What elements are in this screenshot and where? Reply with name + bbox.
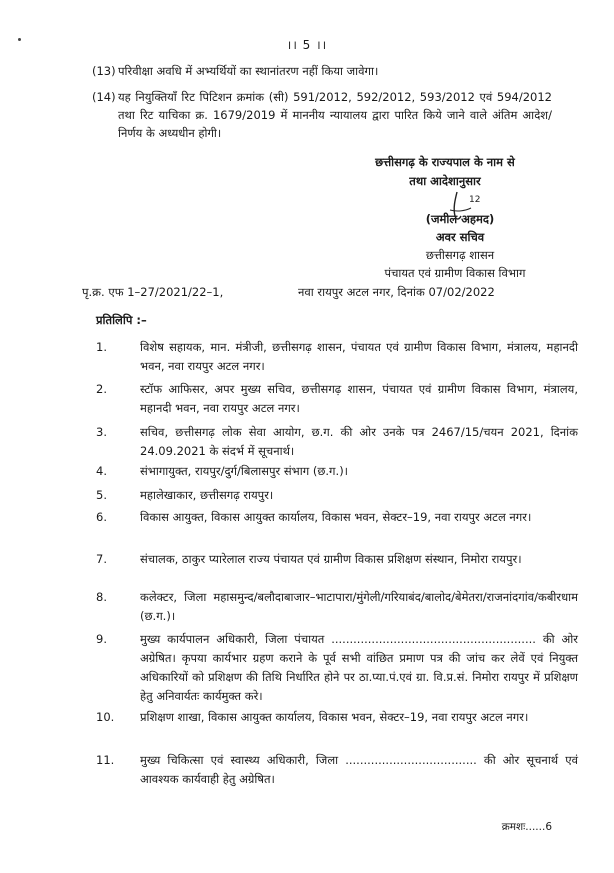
list-item-number: 6. [96, 510, 107, 524]
list-item-text: विकास आयुक्त, विकास आयुक्त कार्यालय, विकास भवन, सेक्टर–19, नवा रायपुर अटल नगर। [140, 510, 532, 524]
reference-place-date: नवा रायपुर अटल नगर, दिनांक 07/02/2022 [298, 285, 495, 299]
list-item-text: प्रशिक्षण शाखा, विकास आयुक्त कार्यालय, विकास भवन, सेक्टर–19, नवा रायपुर अटल नगर। [140, 710, 529, 724]
clause-number: (13) [92, 64, 116, 78]
list-item-text: संचालक, ठाकुर प्यारेलाल राज्य पंचायत एवं ग्रामीण विकास प्रशिक्षण संस्थान, निमोरा रायपुर। [140, 552, 522, 566]
list-item-number: 8. [96, 590, 107, 604]
list-item-text: संभागायुक्त, रायपुर/दुर्ग/बिलासपुर संभाग (छ.ग.)। [140, 464, 349, 478]
reference-number: पृ.क्र. एफ 1–27/2021/22–1, [82, 285, 224, 299]
list-item-text: विशेष सहायक, मान. मंत्रीजी, छत्तीसगढ़ शासन, पंचायत एवं ग्रामीण विकास विभाग, मंत्रालय, महानदी भवन, नवा रायपुर अटल नगर। [140, 340, 578, 373]
continued-note: क्रमशः......6 [501, 821, 552, 833]
signatory-designation: अवर सचिव [435, 230, 485, 244]
clause-text: परिवीक्षा अवधि में अभ्यर्थियों का स्थानांतरण नहीं किया जावेगा। [118, 64, 379, 78]
list-item-text: महालेखाकार, छत्तीसगढ़ रायपुर। [140, 488, 274, 502]
list-item-text: मुख्य चिकित्सा एवं स्वास्थ्य अधिकारी, जिला .................................... की ओर सूचनार्थ एवं आवश्यक कार्यवाही हेतु अग्रेषित। [140, 753, 578, 786]
list-item-number: 5. [96, 488, 107, 502]
signatory-government: छत्तीसगढ़ शासन [425, 248, 495, 262]
signatory-name: (जमील अहमद) [425, 212, 495, 226]
list-item-number: 4. [96, 464, 107, 478]
clause-text: यह नियुक्तियाँ रिट पिटिशन क्रमांक (सी) 591/2012, 592/2012, 593/2012 एवं 594/2012 तथा रिट याचिका क्र. 1679/2019 में माननीय न्यायालय द्वारा पारित किये जाने वाले अंतिम आदेश/निर्णय के अध्यधीन होगी। [118, 90, 552, 140]
list-item-text: सचिव, छत्तीसगढ़ लोक सेवा आयोग, छ.ग. की ओर उनके पत्र 2467/15/चयन 2021, दिनांक 24.09.2021 के संदर्भ में सूचनार्थ। [140, 425, 578, 458]
list-item-text: स्टॉफ आफिसर, अपर मुख्य सचिव, छत्तीसगढ़ शासन, पंचायत एवं ग्रामीण विकास विभाग, मंत्रालय, महानदी भवन, नवा रायपुर अटल नगर। [140, 382, 578, 415]
list-item-text: मुख्य कार्यपालन अधिकारी, जिला पंचायत ........................................................ की ओर अग्रेषित। कृपया कार्यभार ग्रहण कराने के पूर्व सभी वांछित प्रमाण पत्र की जांच कर लेवें एवं नियुक्त अधिकारियों को प्रशिक्षण की तिथि निर्धारित होने पर ठा.प्या.पं.एवं ग्रा. वि.प्र.सं. निमोरा रायपुर में प्रशिक्षण हेतु अनिवार्यतः कार्यमुक्त करे। [140, 632, 578, 703]
list-item-number: 10. [96, 710, 115, 724]
copy-heading: प्रतिलिपि :– [96, 313, 147, 327]
list-item-text: कलेक्टर, जिला महासमुन्द/बलौदाबाजार–भाटापारा/मुंगेली/गरियाबंद/बालोद/बेमेतरा/राजनांदगांव/कबीरधाम (छ.ग.)। [140, 590, 578, 623]
signatory-department: पंचायत एवं ग्रामीण विकास विभाग [384, 266, 526, 280]
list-item-number: 7. [96, 552, 107, 566]
list-item-number: 3. [96, 425, 107, 439]
page-number: ।। 5 ।। [286, 38, 328, 52]
list-item-number: 2. [96, 382, 107, 396]
list-item-number: 1. [96, 340, 107, 354]
list-item-number: 9. [96, 632, 107, 646]
signature-figure: 12 [469, 195, 481, 205]
order-line-1: छत्तीसगढ़ के राज्यपाल के नाम से [375, 155, 515, 169]
order-line-2: तथा आदेशानुसार [409, 174, 481, 188]
clause-number: (14) [92, 90, 116, 104]
list-item-number: 11. [96, 753, 115, 767]
